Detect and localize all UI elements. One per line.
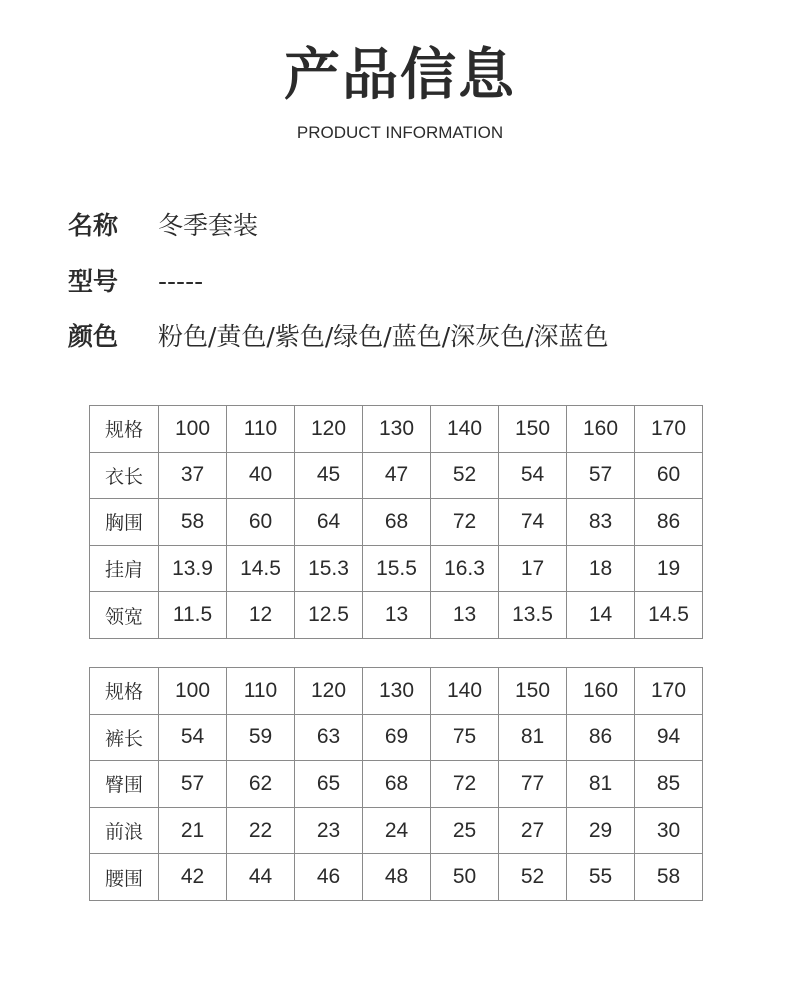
- table-cell: 15.5: [363, 545, 431, 592]
- table-cell: 13.5: [499, 592, 567, 639]
- info-label: 颜色: [68, 322, 119, 351]
- table-row: [90, 807, 703, 854]
- row-label: 臀围: [90, 761, 159, 808]
- table-cell: 14.5: [227, 545, 295, 592]
- table-cell: 13: [363, 592, 431, 639]
- table-cell: 14.5: [635, 592, 703, 639]
- table-cell: 24: [363, 807, 431, 854]
- table-cell: 140: [431, 406, 499, 453]
- table-cell: 170: [635, 668, 703, 715]
- table-cell: 160: [567, 406, 635, 453]
- info-label: 名称: [68, 211, 119, 240]
- page-subtitle: PRODUCT INFORMATION: [296, 123, 504, 142]
- row-label: 领宽: [90, 592, 159, 639]
- table-cell: 29: [567, 807, 635, 854]
- table-cell: 44: [227, 854, 295, 901]
- table-cell: 86: [567, 714, 635, 761]
- table-cell: 77: [499, 761, 567, 808]
- table-cell: 12.5: [295, 592, 363, 639]
- table-cell: 110: [227, 668, 295, 715]
- table-cell: 13.9: [159, 545, 227, 592]
- table-cell: 72: [431, 761, 499, 808]
- table-cell: 54: [159, 714, 227, 761]
- table-cell: 40: [227, 452, 295, 499]
- table-cell: 60: [635, 452, 703, 499]
- table-cell: 27: [499, 807, 567, 854]
- table-row: [90, 714, 703, 761]
- table-cell: 63: [295, 714, 363, 761]
- table-cell: 130: [363, 406, 431, 453]
- table-cell: 68: [363, 761, 431, 808]
- table-cell: 11.5: [159, 592, 227, 639]
- table-cell: 16.3: [431, 545, 499, 592]
- table-cell: 120: [295, 406, 363, 453]
- info-row-color: [68, 317, 609, 357]
- table-cell: 19: [635, 545, 703, 592]
- table-cell: 47: [363, 452, 431, 499]
- table-cell: 21: [159, 807, 227, 854]
- table-cell: 86: [635, 499, 703, 546]
- table-cell: 170: [635, 406, 703, 453]
- table-cell: 100: [159, 406, 227, 453]
- row-label: 腰围: [90, 854, 159, 901]
- table-row: [90, 761, 703, 808]
- table-cell: 85: [635, 761, 703, 808]
- table-cell: 57: [567, 452, 635, 499]
- table-cell: 55: [567, 854, 635, 901]
- bottom-size-table: [89, 667, 703, 901]
- table-cell: 54: [499, 452, 567, 499]
- table-cell: 52: [499, 854, 567, 901]
- table-cell: 150: [499, 668, 567, 715]
- table-cell: 110: [227, 406, 295, 453]
- table-cell: 48: [363, 854, 431, 901]
- row-label: 挂肩: [90, 545, 159, 592]
- table-cell: 83: [567, 499, 635, 546]
- table-cell: 22: [227, 807, 295, 854]
- table-cell: 57: [159, 761, 227, 808]
- info-value: -----: [158, 267, 204, 296]
- table-cell: 52: [431, 452, 499, 499]
- table-row: [90, 406, 703, 453]
- table-row: [90, 545, 703, 592]
- table-cell: 100: [159, 668, 227, 715]
- row-label: 裤长: [90, 714, 159, 761]
- table-cell: 58: [635, 854, 703, 901]
- table-row: [90, 452, 703, 499]
- table-cell: 50: [431, 854, 499, 901]
- info-value: 粉色/黄色/紫色/绿色/蓝色/深灰色/深蓝色: [158, 322, 609, 351]
- table-cell: 42: [159, 854, 227, 901]
- table-cell: 160: [567, 668, 635, 715]
- row-label: 规格: [90, 668, 159, 715]
- table-cell: 37: [159, 452, 227, 499]
- table-cell: 120: [295, 668, 363, 715]
- info-row-name: [68, 206, 258, 246]
- top-size-table: [89, 405, 703, 639]
- table-row: [90, 499, 703, 546]
- table-row: [90, 854, 703, 901]
- table-cell: 72: [431, 499, 499, 546]
- table-cell: 58: [159, 499, 227, 546]
- row-label: 规格: [90, 406, 159, 453]
- table-cell: 60: [227, 499, 295, 546]
- table-cell: 64: [295, 499, 363, 546]
- table-row: [90, 668, 703, 715]
- table-cell: 46: [295, 854, 363, 901]
- table-cell: 69: [363, 714, 431, 761]
- table-cell: 74: [499, 499, 567, 546]
- info-label: 型号: [68, 267, 119, 296]
- table-cell: 68: [363, 499, 431, 546]
- info-row-model: [68, 262, 203, 302]
- row-label: 前浪: [90, 807, 159, 854]
- table-cell: 30: [635, 807, 703, 854]
- table-cell: 12: [227, 592, 295, 639]
- table-cell: 23: [295, 807, 363, 854]
- row-label: 衣长: [90, 452, 159, 499]
- table-cell: 130: [363, 668, 431, 715]
- table-cell: 75: [431, 714, 499, 761]
- table-cell: 65: [295, 761, 363, 808]
- info-value: 冬季套装: [158, 211, 259, 240]
- table-cell: 14: [567, 592, 635, 639]
- table-cell: 140: [431, 668, 499, 715]
- table-cell: 81: [499, 714, 567, 761]
- table-cell: 13: [431, 592, 499, 639]
- table-cell: 15.3: [295, 545, 363, 592]
- table-cell: 45: [295, 452, 363, 499]
- table-cell: 25: [431, 807, 499, 854]
- table-cell: 59: [227, 714, 295, 761]
- table-cell: 62: [227, 761, 295, 808]
- table-cell: 17: [499, 545, 567, 592]
- table-cell: 94: [635, 714, 703, 761]
- table-row: [90, 592, 703, 639]
- table-cell: 150: [499, 406, 567, 453]
- row-label: 胸围: [90, 499, 159, 546]
- page-title: 产品信息: [284, 43, 516, 108]
- table-cell: 81: [567, 761, 635, 808]
- table-cell: 18: [567, 545, 635, 592]
